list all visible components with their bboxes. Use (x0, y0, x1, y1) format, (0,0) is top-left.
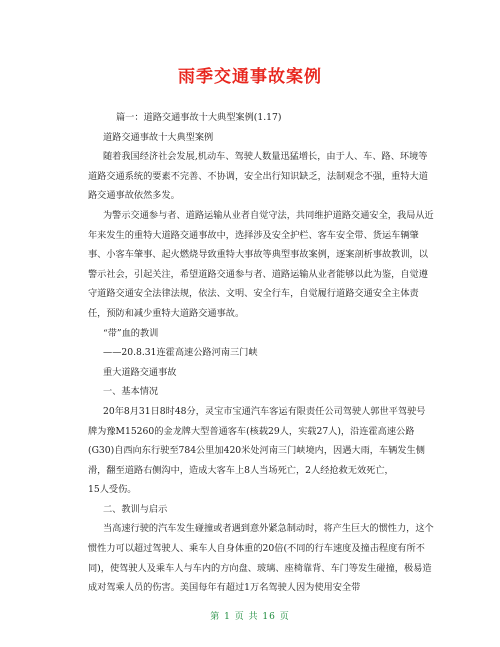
document-title: 雨季交通事故案例 (178, 67, 322, 87)
paragraph: 20年8月31日8时48分，灵宝市宝通汽车客运有限责任公司驾驶人郭世平驾驶号牌为豫M15260的金龙牌大型普通客车(核载29人，实载27人)，沿连霍高速公路(G30)自西向东行驶至784公里加420米处河南三门峡境内，因遇大雨，车辆发生侧滑，翻至道路右侧沟中，造成大客车上8人当场死亡，2人经抢救无效死亡， (88, 405, 426, 476)
paragraph: 当高速行驶的汽车发生碰撞或者遇到意外紧急制动时，将产生巨大的惯性力，这个惯性力可以超过驾驶人、乘车人自身体重的20倍(不同的行车速度及撞击程度有所不同)，使驾驶人及乘车人与车内的方向盘、玻璃、座椅靠背、车门等发生碰撞，极易造成对驾乘人员的伤害。美国每年有超过1万名驾驶人因为使用安全带 (88, 523, 434, 594)
section-heading: 篇一：道路交通事故十大典型案例(1.17) (116, 112, 282, 123)
paragraph: 随着我国经济社会发展,机动车、驾驶人数量迅猛增长，由于人、车、路、环境等道路交通系统的要素不完善、不协调，安全出行知识缺乏，法制观念不强，重特大道路交通事故依然多发。 (88, 151, 428, 202)
document-body (88, 108, 434, 598)
case-heading: “带”血的教训 (103, 327, 159, 339)
section-heading: 一、基本情况 (103, 386, 159, 398)
page-number: 第 1 页 共 16 页 (210, 612, 290, 622)
paragraph: 15人受伤。 (88, 484, 137, 496)
case-subheading: 重大道路交通事故 (103, 366, 177, 378)
paragraph: 为警示交通参与者、道路运输从业者自觉守法，共同维护道路交通安全，我局从近年来发生的重特大道路交通事故中，选择涉及安全护栏、客车安全带、货运车辆肇事、小客车肇事、起火燃烧导致重特大事故等典型事故案例，逐案剖析事故教训，以警示社会，引起关注，希望道路交通参与者、道路运输从业者能够以此为鉴，自觉遵守道路交通安全法律法规，依法、文明、安全行车，自觉履行道路交通安全主体责任，预防和减少重特大道路交通事故。 (88, 209, 434, 319)
subtitle: 道路交通事故十大典型案例 (103, 131, 214, 143)
case-subheading: ——20.8.31连霍高速公路河南三门峡 (103, 347, 258, 359)
section-heading: 二、教训与启示 (103, 503, 168, 515)
